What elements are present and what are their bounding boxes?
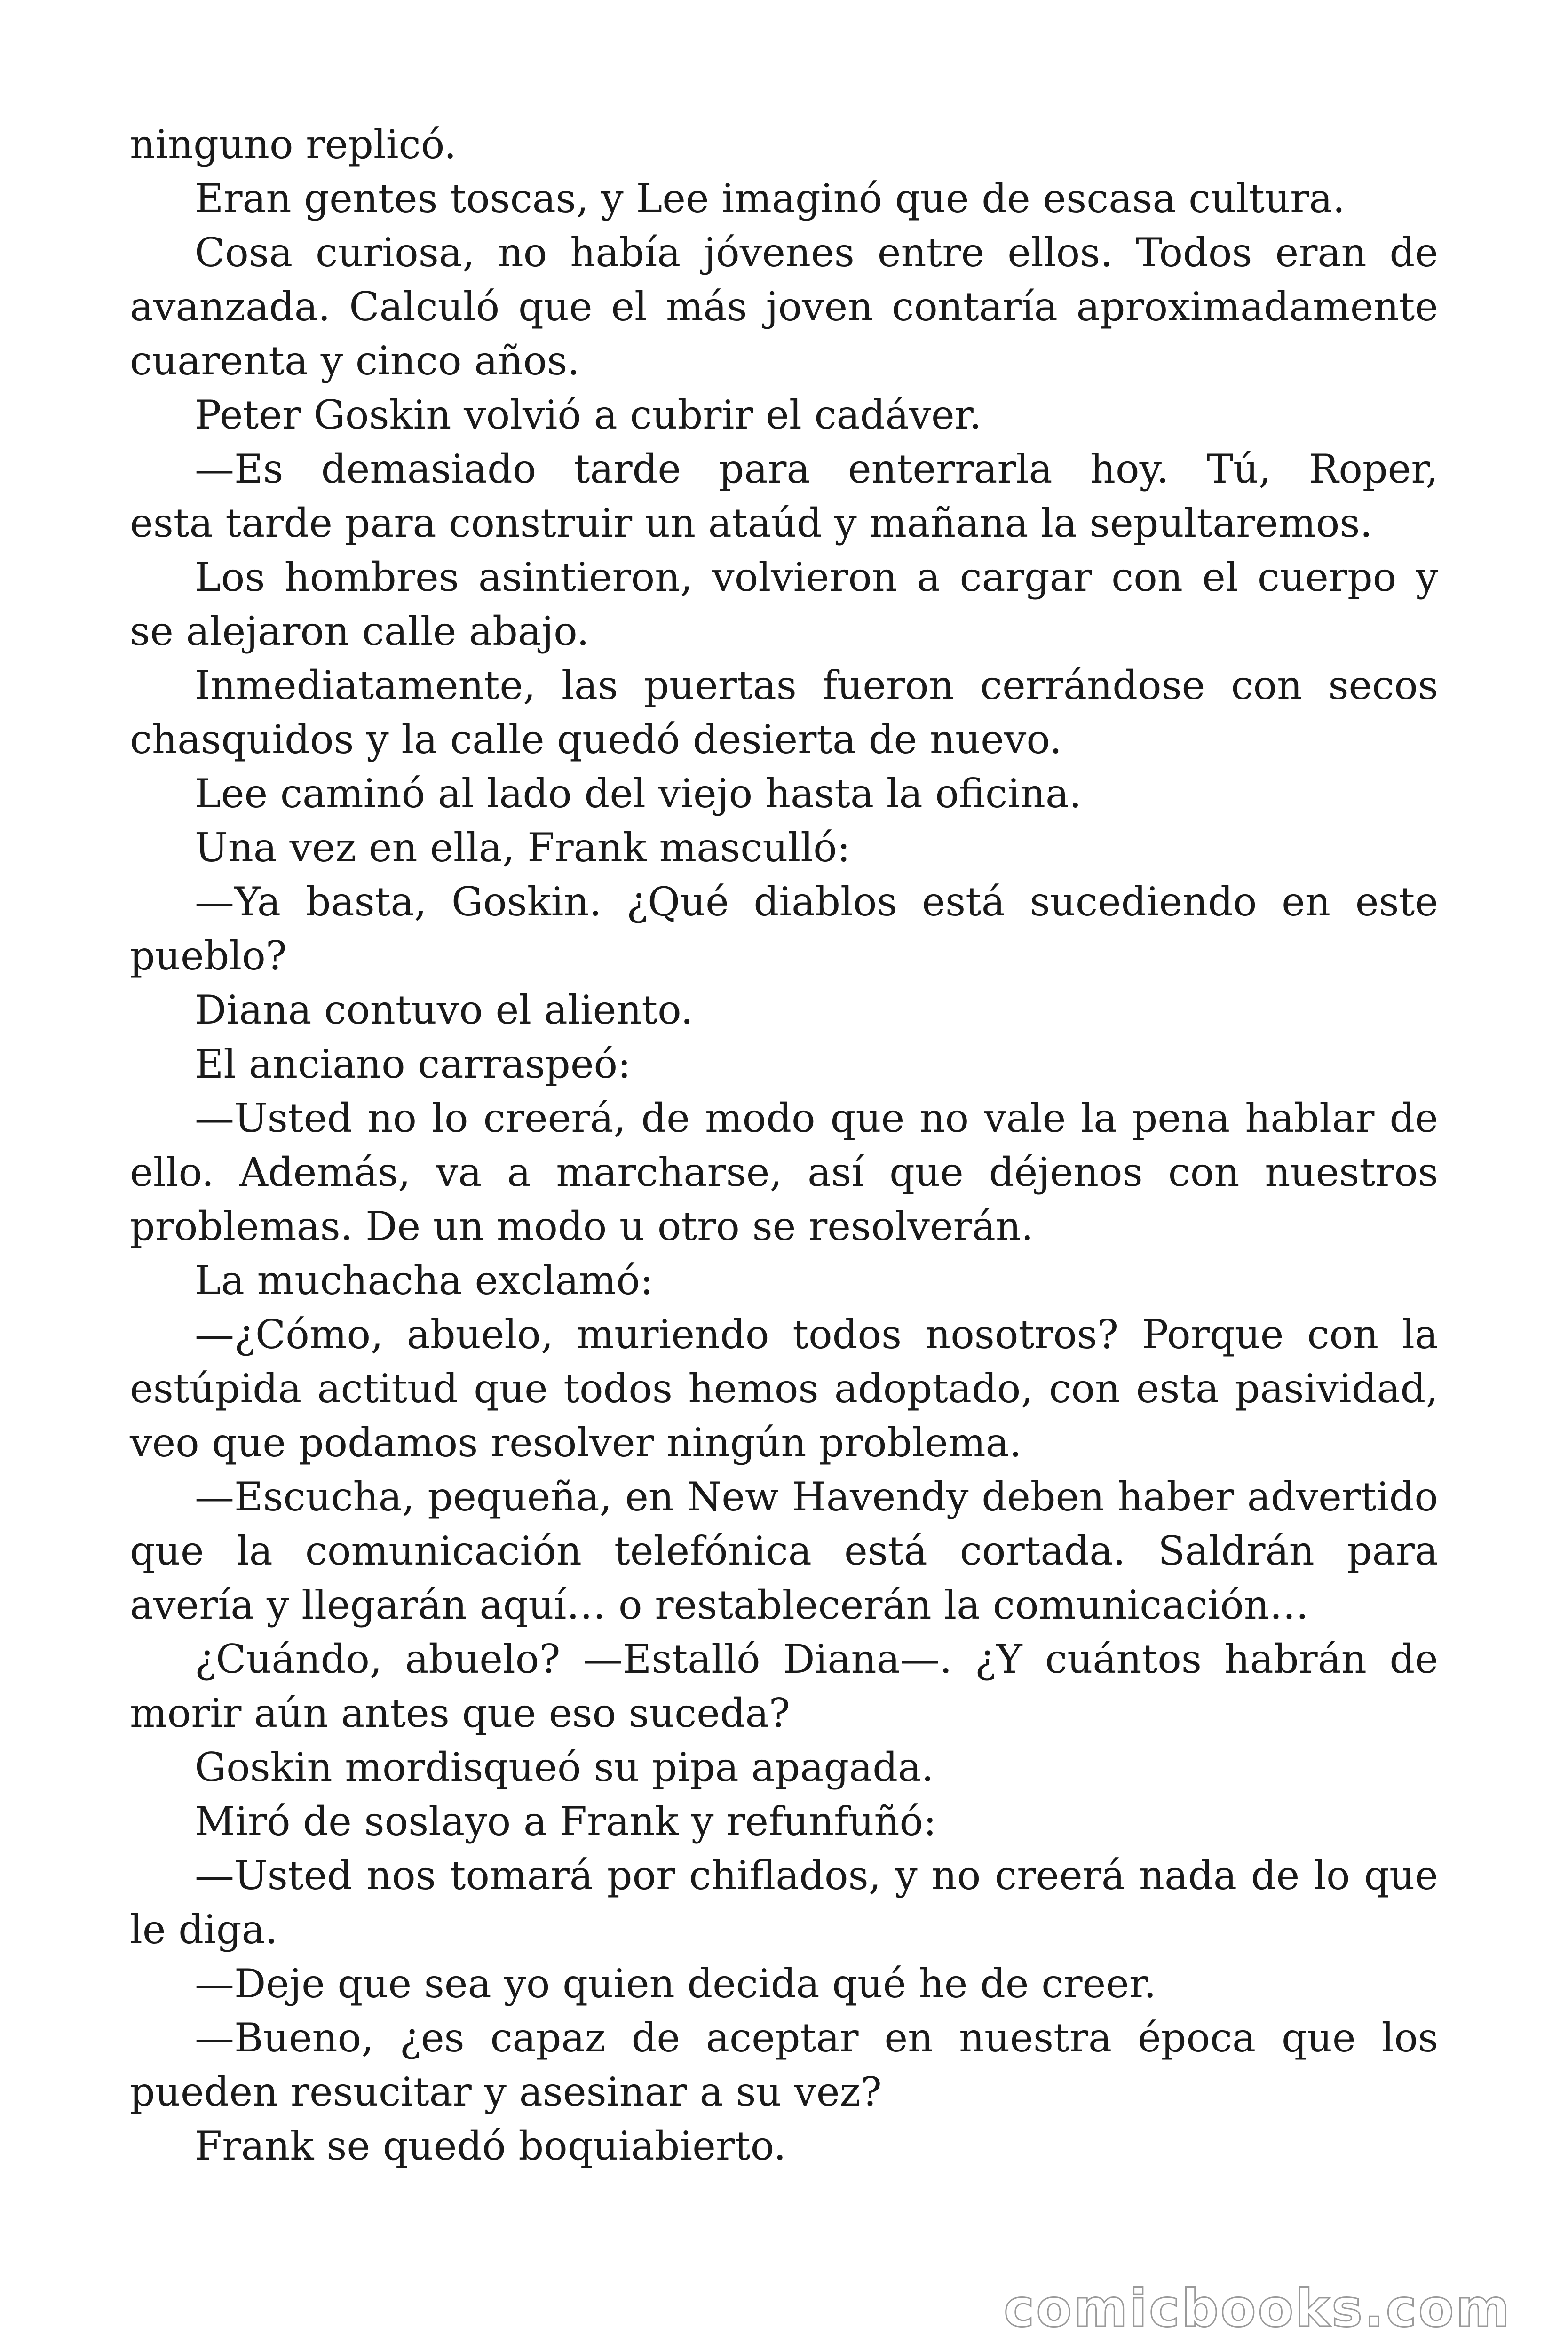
text-line: —Usted nos tomará por chiflados, y no creerá nada de lo que bbox=[195, 1852, 1438, 1899]
text-line: Goskin mordisqueó su pipa apagada. bbox=[195, 1744, 934, 1790]
text-line: Eran gentes toscas, y Lee imaginó que de escasa cultura. bbox=[195, 175, 1346, 222]
text-line: estúpida actitud que todos hemos adoptado, con esta pasividad, bbox=[130, 1366, 1438, 1412]
text-line: —Es demasiado tarde para enterrarla hoy. Tú, Roper, bbox=[195, 446, 1438, 492]
text-line: —Escucha, pequeña, en New Havendy deben haber advertido bbox=[195, 1474, 1438, 1520]
text-line: Inmediatamente, las puertas fueron cerrándose con secos bbox=[195, 662, 1438, 708]
text-line: —¿Cómo, abuelo, muriendo todos nosotros? Porque con la bbox=[195, 1311, 1438, 1358]
text-line: avería y llegarán aquí… o restablecerán la comunicación… bbox=[130, 1582, 1309, 1628]
text-line: Cosa curiosa, no había jóvenes entre ellos. Todos eran de bbox=[195, 230, 1438, 276]
text-line: Lee caminó al lado del viejo hasta la oficina. bbox=[195, 771, 1082, 817]
text-line: Miró de soslayo a Frank y refunfuñó: bbox=[195, 1798, 937, 1844]
text-line: ninguno replicó. bbox=[130, 121, 457, 167]
text-line: —Bueno, ¿es capaz de aceptar en nuestra época que los bbox=[195, 2015, 1438, 2061]
text-line: Diana contuvo el aliento. bbox=[195, 987, 693, 1033]
text-line: El anciano carraspeó: bbox=[195, 1041, 631, 1087]
text-line: le diga. bbox=[130, 1907, 278, 1953]
watermark: comicbooks.com bbox=[1004, 2278, 1512, 2338]
text-line: veo que podamos resolver ningún problema. bbox=[130, 1420, 1022, 1466]
text-line: Frank se quedó boquiabierto. bbox=[195, 2123, 786, 2169]
text-line: Una vez en ella, Frank masculló: bbox=[195, 825, 851, 871]
text-line: esta tarde para construir un ataúd y mañana la sepultaremos. bbox=[130, 500, 1373, 546]
text-line: cuarenta y cinco años. bbox=[130, 338, 580, 384]
text-line: —Usted no lo creerá, de modo que no vale la pena hablar de bbox=[195, 1095, 1438, 1141]
text-line: —Ya basta, Goskin. ¿Qué diablos está sucediendo en este bbox=[195, 879, 1438, 925]
text-line: avanzada. Calculó que el más joven contaría aproximadamente bbox=[130, 284, 1438, 330]
text-line: problemas. De un modo u otro se resolverán. bbox=[130, 1203, 1034, 1249]
text-line: morir aún antes que eso suceda? bbox=[130, 1690, 790, 1736]
text-line: ¿Cuándo, abuelo? —Estalló Diana—. ¿Y cuántos habrán de bbox=[195, 1636, 1438, 1682]
text-line: que la comunicación telefónica está cortada. Saldrán para bbox=[130, 1528, 1438, 1574]
text-line: chasquidos y la calle quedó desierta de nuevo. bbox=[130, 716, 1062, 763]
text-line: se alejaron calle abajo. bbox=[130, 608, 589, 654]
text-line: Peter Goskin volvió a cubrir el cadáver. bbox=[195, 392, 982, 438]
text-line: ello. Además, va a marcharse, así que déjenos con nuestros bbox=[130, 1149, 1438, 1195]
text-line: pueblo? bbox=[130, 933, 287, 979]
text-line: —Deje que sea yo quien decida qué he de creer. bbox=[195, 1961, 1156, 2007]
text-line: Los hombres asintieron, volvieron a cargar con el cuerpo y bbox=[195, 554, 1438, 600]
text-line: pueden resucitar y asesinar a su vez? bbox=[130, 2069, 882, 2115]
text-line: La muchacha exclamó: bbox=[195, 1257, 654, 1303]
